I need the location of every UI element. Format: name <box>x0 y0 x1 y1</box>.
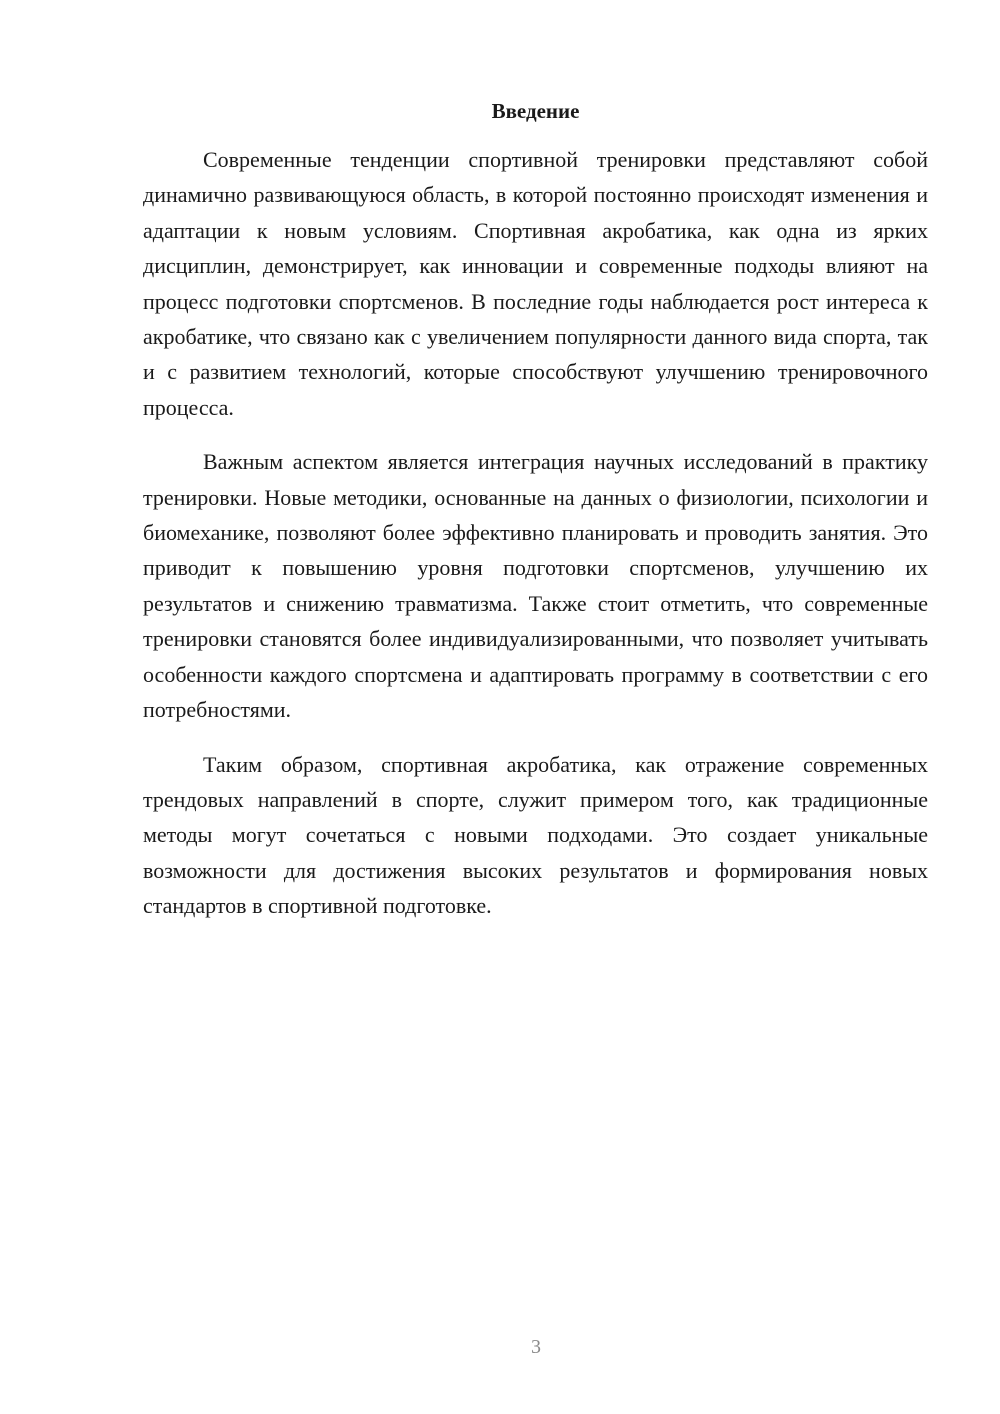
paragraph-3: Таким образом, спортивная акробатика, как отражение современных трендовых направлений в спорте, служит примером того, как традиционные методы могут сочетаться с новыми подходами. Это создает уникальные возможности для достижения высоких результатов и формирования новых стандартов в спортивной подготовке. <box>143 751 928 919</box>
paragraph-2: Важным аспектом является интеграция научных исследований в практику тренировки. Новые методики, основанные на данных о физиологии, психологии и биомеханике, позволяют более эффективно планировать и проводить занятия. Это приводит к повышению уровня подготовки спортсменов, улучшению их результатов и снижению травматизма. Также стоит отметить, что современные тренировки становятся более индивидуализированными, что позволяет учитывать особенности каждого спортсмена и адаптировать программу в соответствии с его потребностями. <box>143 449 928 723</box>
section-heading: Введение <box>491 99 580 123</box>
paragraph-1: Современные тенденции спортивной тренировки представляют собой динамично развивающуюся область, в которой постоянно происходят изменения и адаптации к новым условиям. Спортивная акробатика, как одна из ярких дисциплин, демонстрирует, как инновации и современные подходы влияют на процесс подготовки спортсменов. В последние годы наблюдается рост интереса к акробатике, что связано как с увеличением популярности данного вида спорта, так и с развитием технологий, которые способствуют улучшению тренировочного процесса. <box>143 147 928 420</box>
body-text <box>143 142 928 943</box>
page-number: 3 <box>531 1336 541 1358</box>
